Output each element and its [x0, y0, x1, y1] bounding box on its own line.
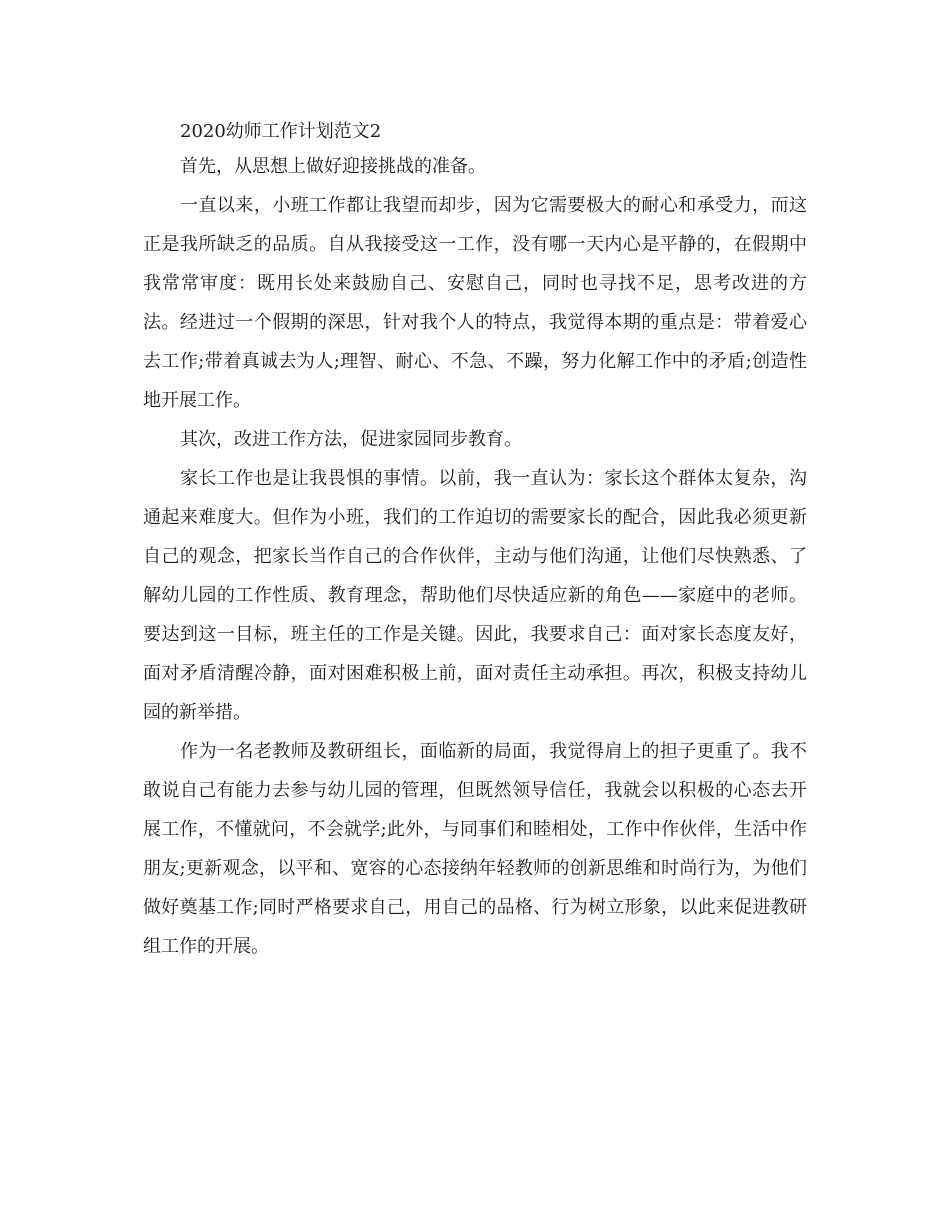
paragraph-3: 其次，改进工作方法，促进家园同步教育。 [180, 429, 522, 450]
paragraph-2: 一直以来，小班工作都让我望而却步，因为它需要极大的耐心和承受力，而这正是我所缺乏的品质。自从我接受这一工作，没有哪一天内心是平静的，在假期中我常常审度：既用长处来鼓励自己、安慰自己，同时也寻找不足，思考改进的方法。经进过一个假期的深思，针对我个人的特点，我觉得本期的重点是：带着爱心去工作;带着真诚去为人;理智、耐心、不急、不躁，努力化解工作中的矛盾;创造性地开展工作。 [143, 195, 807, 411]
paragraph-4: 家长工作也是让我畏惧的事情。以前，我一直认为：家长这个群体太复杂，沟通起来难度大。但作为小班，我们的工作迫切的需要家长的配合，因此我必须更新自己的观念，把家长当作自己的合作伙伴，主动与他们沟通，让他们尽快熟悉、了解幼儿园的工作性质、教育理念，帮助他们尽快适应新的角色——家庭中的老师。要达到这一目标，班主任的工作是关键。因此，我要求自己：面对家长态度友好，面对矛盾清醒冷静，面对困难积极上前，面对责任主动承担。再次，积极支持幼儿园的新举措。 [143, 468, 807, 723]
document-title: 2020幼师工作计划范文2 [180, 121, 382, 142]
paragraph-5: 作为一名老教师及教研组长，面临新的局面，我觉得肩上的担子更重了。我不敢说自己有能力去参与幼儿园的管理，但既然领导信任，我就会以积极的心态去开展工作，不懂就问，不会就学;此外，与同事们和睦相处，工作中作伙伴，生活中作朋友;更新观念，以平和、宽容的心态接纳年轻教师的创新思维和时尚行为，为他们做好奠基工作;同时严格要求自己，用自己的品格、行为树立形象，以此来促进教研组工作的开展。 [143, 741, 807, 957]
document-body [143, 116, 807, 966]
paragraph-1: 首先，从思想上做好迎接挑战的准备。 [180, 156, 486, 177]
